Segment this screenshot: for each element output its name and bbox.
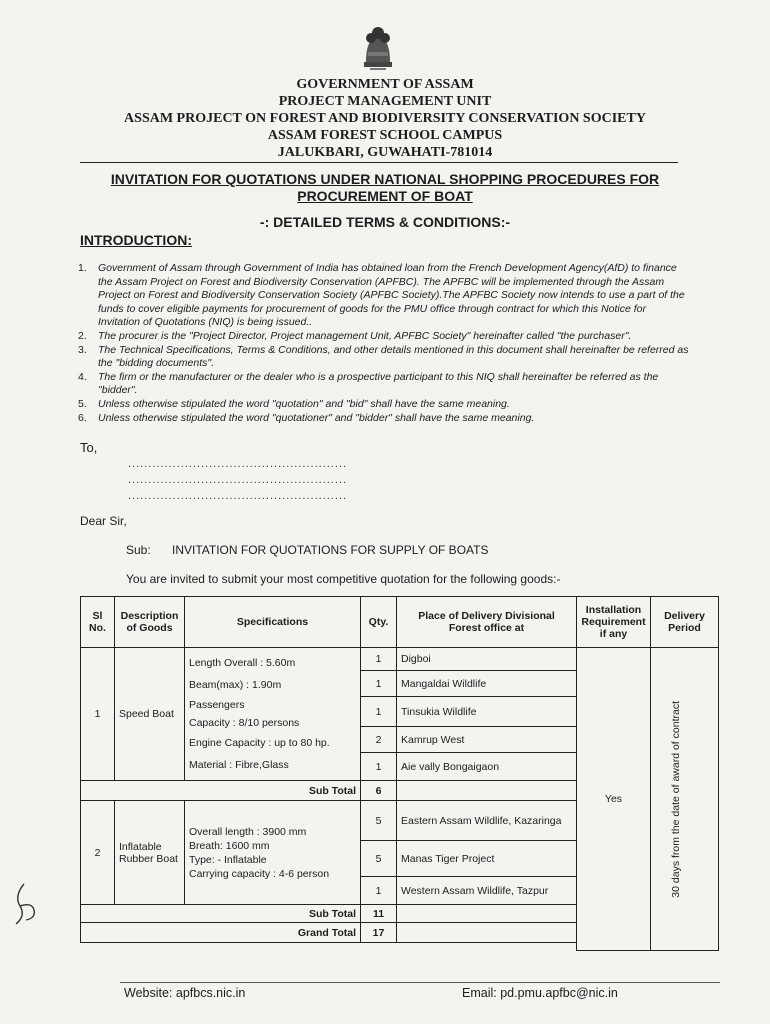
- subtotal-label: Sub Total: [81, 905, 361, 923]
- term-text: Unless otherwise stipulated the word "quotation" and "bid" shall have the same meaning.: [98, 397, 510, 410]
- grand-total-label: Grand Total: [81, 923, 361, 943]
- term-number: 6.: [78, 411, 87, 424]
- terms-heading: -: DETAILED TERMS & CONDITIONS:-: [259, 214, 511, 230]
- term-item: [78, 344, 690, 371]
- col-header-sl: Sl No.: [81, 597, 115, 648]
- header-line-3: ASSAM PROJECT ON FOREST AND BIODIVERSITY CONSERVATION SOCIETY: [124, 111, 646, 126]
- header-line-4: ASSAM FOREST SCHOOL CAMPUS: [267, 128, 503, 143]
- term-text: Government of Assam through Government of India has obtained loan from the French Development Agency(AfD) to finance the Assam Project on Forest and Biodiversity Conservation (APFBC). The APFBC will be implemented through the Assam Project on Forest and Biodiversity Conservation Society (APFBC Society).The APFBC Society now intends to use a part of the funds to cover eligible payments for procurement of goods for the PMU office through contract for which this Notice for Invitation of Quotations (NIQ) is being issued..: [98, 262, 685, 329]
- subject-text: INVITATION FOR QUOTATIONS FOR SUPPLY OF BOATS: [172, 543, 489, 557]
- terms-list: [78, 262, 690, 425]
- col-header-place: Place of Delivery Divisional Forest office at: [397, 597, 577, 648]
- spec-line: Breath: 1600 mm: [189, 839, 270, 852]
- term-item: [78, 262, 690, 330]
- salutation: Dear Sir,: [80, 514, 127, 528]
- item2-description: Inflatable Rubber Boat: [115, 801, 185, 905]
- qty-cell: 1: [361, 697, 397, 727]
- term-number: 5.: [78, 397, 87, 410]
- col-header-qty: Qty.: [361, 597, 397, 648]
- empty-cell: [397, 905, 577, 923]
- address-line-3: ......................................................: [128, 490, 348, 502]
- col-header-specifications: Specifications: [185, 597, 361, 648]
- installation-cell: Yes: [577, 648, 651, 951]
- header-line-5: JALUKBARI, GUWAHATI-781014: [277, 145, 493, 160]
- subject-label: Sub:: [126, 543, 151, 557]
- state-emblem-icon: [358, 22, 398, 72]
- addressee-to: To,: [80, 440, 98, 455]
- qty-cell: 2: [361, 727, 397, 753]
- spec-line: Capacity : 8/10 persons: [189, 717, 300, 729]
- item1-specifications: [185, 648, 361, 781]
- spec-line: Length Overall : 5.60m: [189, 657, 296, 669]
- term-number: 2.: [78, 329, 87, 342]
- subtotal-value: 6: [361, 781, 397, 801]
- grand-total-value: 17: [361, 923, 397, 943]
- footer-email: Email: pd.pmu.apfbc@nic.in: [462, 986, 618, 1000]
- spec-line: Engine Capacity : up to 80 hp.: [189, 737, 330, 749]
- term-item: [78, 371, 690, 398]
- term-item: [78, 412, 690, 426]
- place-cell: Manas Tiger Project: [397, 841, 577, 877]
- place-cell: Aie vally Bongaigaon: [397, 753, 577, 781]
- empty-cell: [397, 781, 577, 801]
- item2-sl: 2: [81, 801, 115, 905]
- term-text: The Technical Specifications, Terms & Conditions, and other details mentioned in this document shall hereinafter be referred as the "bidding documents".: [98, 343, 689, 370]
- footer-divider: [120, 982, 720, 983]
- place-cell: Mangaldai Wildlife: [397, 671, 577, 697]
- qty-cell: 1: [361, 648, 397, 671]
- spec-line: Type: - Inflatable: [189, 853, 267, 866]
- term-item: [78, 330, 690, 344]
- qty-cell: 5: [361, 841, 397, 877]
- invitation-text: You are invited to submit your most competitive quotation for the following goods:-: [126, 572, 561, 586]
- document-title-line-2: PROCUREMENT OF BOAT: [297, 188, 473, 204]
- qty-cell: 1: [361, 671, 397, 697]
- term-item: [78, 398, 690, 412]
- item1-sl: 1: [81, 648, 115, 781]
- table-row: [81, 648, 719, 671]
- spec-line: Overall length : 3900 mm: [189, 825, 307, 838]
- address-line-1: ......................................................: [128, 458, 348, 470]
- term-text: Unless otherwise stipulated the word "quotationer" and "bidder" shall have the same meaning.: [98, 411, 535, 424]
- spec-line: Beam(max) : 1.90m: [189, 679, 282, 691]
- qty-cell: 1: [361, 753, 397, 781]
- col-header-installation: Installation Requirement if any: [577, 597, 651, 648]
- spec-line: Material : Fibre,Glass: [189, 759, 289, 771]
- document-title-line-1: INVITATION FOR QUOTATIONS UNDER NATIONAL SHOPPING PROCEDURES FOR: [110, 171, 660, 187]
- subject-line: [126, 543, 489, 557]
- introduction-heading: INTRODUCTION:: [80, 232, 192, 248]
- place-cell: Kamrup West: [397, 727, 577, 753]
- footer-website: Website: apfbcs.nic.in: [124, 986, 246, 1000]
- place-cell: Tinsukia Wildlife: [397, 697, 577, 727]
- signature-mark-icon: [6, 880, 40, 928]
- term-number: 3.: [78, 343, 87, 356]
- term-text: The procurer is the "Project Director, Project management Unit, APFBC Society" hereinafter called "the purchaser".: [98, 329, 632, 342]
- delivery-period-text: 30 days from the date of award of contract: [669, 700, 682, 898]
- header-line-2: PROJECT MANAGEMENT UNIT: [278, 94, 492, 109]
- subtotal-value: 11: [361, 905, 397, 923]
- header-divider: [80, 162, 678, 163]
- spec-line: Carrying capacity : 4-6 person: [189, 867, 330, 880]
- delivery-cell: [651, 648, 719, 951]
- item2-specifications: [185, 801, 361, 905]
- subtotal-label: Sub Total: [81, 781, 361, 801]
- term-number: 1.: [78, 262, 87, 274]
- qty-cell: 1: [361, 877, 397, 905]
- spec-line: Passengers: [189, 699, 245, 711]
- address-line-2: ......................................................: [128, 474, 348, 486]
- goods-table: [80, 596, 719, 951]
- empty-cell: [397, 923, 577, 943]
- qty-cell: 5: [361, 801, 397, 841]
- term-number: 4.: [78, 370, 87, 383]
- col-header-description: Description of Goods: [115, 597, 185, 648]
- place-cell: Western Assam Wildlife, Tazpur: [397, 877, 577, 905]
- term-text: The firm or the manufacturer or the dealer who is a prospective participant to this NIQ shall hereinafter be referred as the "bidder".: [98, 370, 659, 397]
- place-cell: Eastern Assam Wildlife, Kazaringa: [397, 801, 577, 841]
- spacer-cell: [81, 943, 577, 951]
- col-header-delivery: Delivery Period: [651, 597, 719, 648]
- header-line-1: GOVERNMENT OF ASSAM: [296, 77, 474, 92]
- table-header-row: [81, 597, 719, 648]
- item1-description: Speed Boat: [115, 648, 185, 781]
- place-cell: Digboi: [397, 648, 577, 671]
